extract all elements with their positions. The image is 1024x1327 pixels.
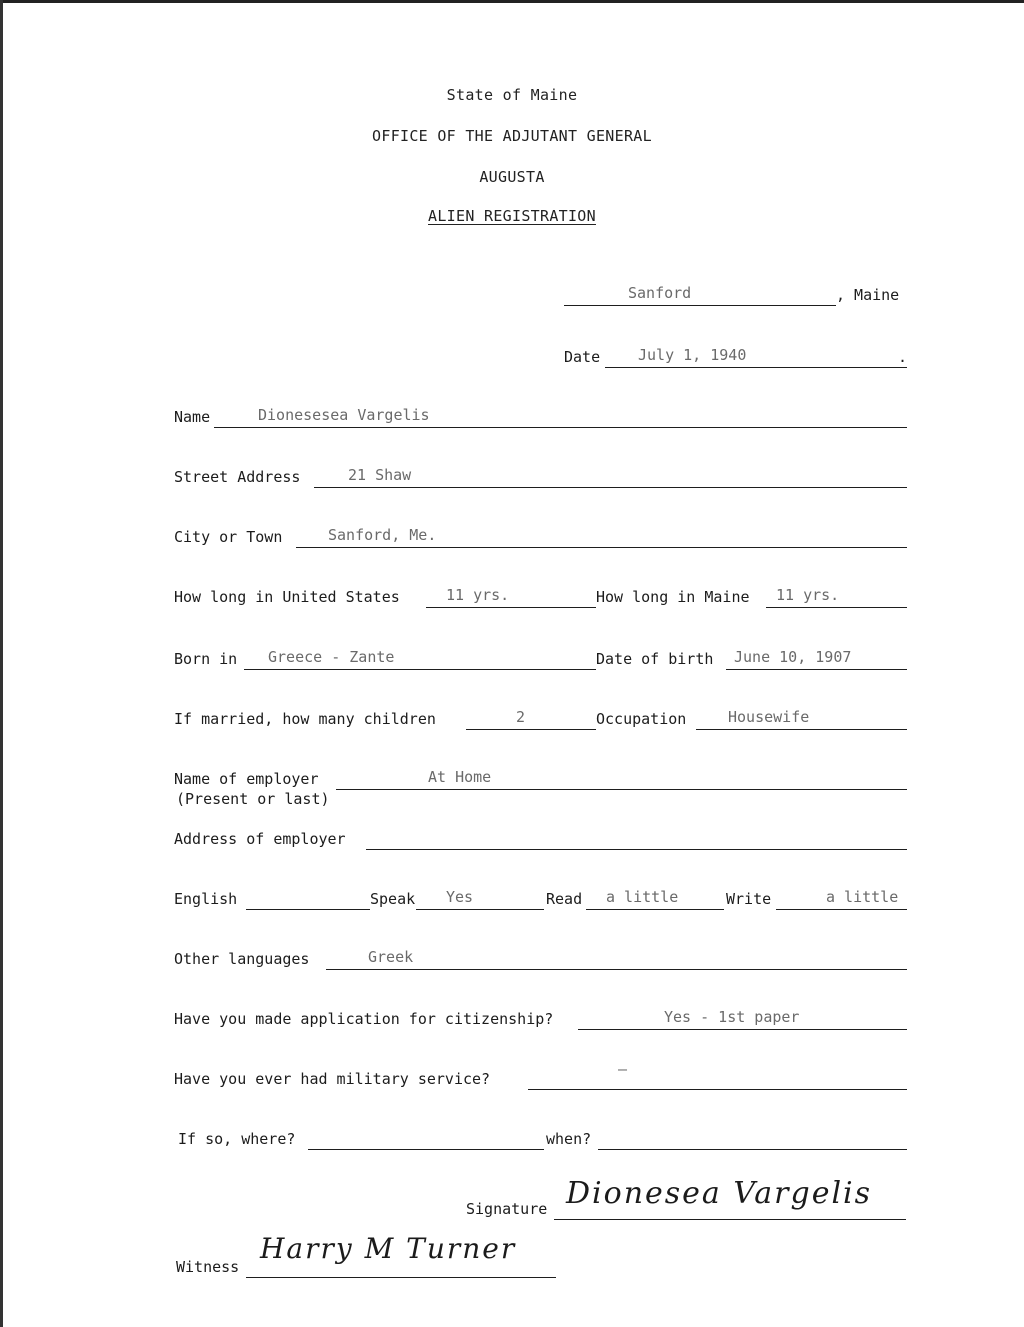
- occupation-value[interactable]: Housewife: [728, 708, 810, 726]
- write-value[interactable]: a little: [826, 888, 899, 906]
- other-languages-label: Other languages: [174, 950, 310, 968]
- date-row: [560, 344, 910, 370]
- how-long-us-value[interactable]: 11 yrs.: [446, 586, 510, 604]
- city-row: [174, 524, 910, 550]
- citizenship-line: [578, 1029, 907, 1030]
- military-value[interactable]: —: [618, 1060, 628, 1078]
- other-languages-value[interactable]: Greek: [368, 948, 414, 966]
- born-row: [174, 646, 910, 672]
- date-of-birth-value[interactable]: June 10, 1907: [734, 648, 852, 666]
- place-row: [560, 282, 910, 308]
- english-line: [246, 909, 370, 910]
- street-address-label: Street Address: [174, 468, 301, 486]
- citizenship-label: Have you made application for citizenship?: [174, 1010, 554, 1028]
- date-label: Date: [564, 348, 601, 366]
- date-of-birth-label: Date of birth: [596, 650, 714, 668]
- city-line: [296, 547, 907, 548]
- how-long-maine-value[interactable]: 11 yrs.: [776, 586, 840, 604]
- city-label: City or Town: [174, 528, 283, 546]
- witness-line: [246, 1277, 556, 1278]
- occupation-label: Occupation: [596, 710, 687, 728]
- where-line: [308, 1149, 544, 1150]
- date-value[interactable]: July 1, 1940: [638, 346, 747, 364]
- how-long-maine-label: How long in Maine: [596, 588, 750, 606]
- children-label: If married, how many children: [174, 710, 436, 728]
- citizenship-value[interactable]: Yes - 1st paper: [664, 1008, 800, 1026]
- children-line: [466, 729, 596, 730]
- name-line: [214, 427, 907, 428]
- occupation-line: [696, 729, 907, 730]
- employer-address-row: [174, 826, 910, 852]
- english-label: English: [174, 890, 238, 908]
- employer-value[interactable]: At Home: [428, 768, 492, 786]
- signature-handwriting[interactable]: Dionesea Vargelis: [566, 1176, 873, 1211]
- date-end: .: [898, 348, 908, 366]
- place-suffix: , Maine: [836, 286, 900, 304]
- employer-address-line: [366, 849, 907, 850]
- where-label: If so, where?: [178, 1130, 296, 1148]
- form-title: ALIEN REGISTRATION: [428, 207, 596, 225]
- place-line: [564, 305, 836, 306]
- when-label: when?: [546, 1130, 592, 1148]
- children-row: [174, 706, 910, 732]
- read-value[interactable]: a little: [606, 888, 679, 906]
- city-value[interactable]: Sanford, Me.: [328, 526, 437, 544]
- street-address-value[interactable]: 21 Shaw: [348, 466, 412, 484]
- date-line: [605, 367, 907, 368]
- read-line: [586, 909, 724, 910]
- read-label: Read: [546, 890, 583, 908]
- when-line: [598, 1149, 907, 1150]
- employer-sublabel: (Present or last): [176, 790, 330, 808]
- witness-label: Witness: [176, 1258, 240, 1276]
- header-state: State of Maine: [446, 86, 578, 104]
- header-city: AUGUSTA: [479, 168, 545, 186]
- born-in-line: [244, 669, 596, 670]
- page-left-edge: [0, 0, 3, 1327]
- other-languages-row: [174, 946, 910, 972]
- place-value[interactable]: Sanford: [628, 284, 692, 302]
- how-long-maine-line: [766, 607, 907, 608]
- military-row: [174, 1060, 910, 1092]
- how-long-us-label: How long in United States: [174, 588, 400, 606]
- name-label: Name: [174, 408, 211, 426]
- children-value[interactable]: 2: [516, 708, 526, 726]
- how-long-row: [174, 584, 910, 610]
- witness-handwriting[interactable]: Harry M Turner: [260, 1232, 517, 1265]
- date-of-birth-line: [726, 669, 907, 670]
- military-label: Have you ever had military service?: [174, 1070, 491, 1088]
- speak-label: Speak: [370, 890, 416, 908]
- born-in-label: Born in: [174, 650, 238, 668]
- citizenship-row: [174, 1006, 910, 1032]
- name-row: [174, 404, 910, 430]
- speak-value[interactable]: Yes: [446, 888, 474, 906]
- speak-line: [416, 909, 544, 910]
- military-line: [528, 1089, 907, 1090]
- employer-address-label: Address of employer: [174, 830, 346, 848]
- other-languages-line: [326, 969, 907, 970]
- name-value[interactable]: Dionesesea Vargelis: [258, 406, 430, 424]
- english-row: [174, 886, 910, 912]
- employer-sublabel-row: [174, 786, 474, 812]
- how-long-us-line: [426, 607, 596, 608]
- employer-label: Name of employer: [174, 770, 319, 788]
- signature-line: [554, 1219, 906, 1220]
- born-in-value[interactable]: Greece - Zante: [268, 648, 395, 666]
- write-label: Write: [726, 890, 772, 908]
- street-address-row: [174, 464, 910, 490]
- signature-label: Signature: [466, 1200, 548, 1218]
- page-top-edge: [0, 0, 1024, 3]
- street-address-line: [314, 487, 907, 488]
- write-line: [776, 909, 907, 910]
- header-office: OFFICE OF THE ADJUTANT GENERAL: [372, 127, 652, 145]
- where-when-row: [174, 1126, 910, 1152]
